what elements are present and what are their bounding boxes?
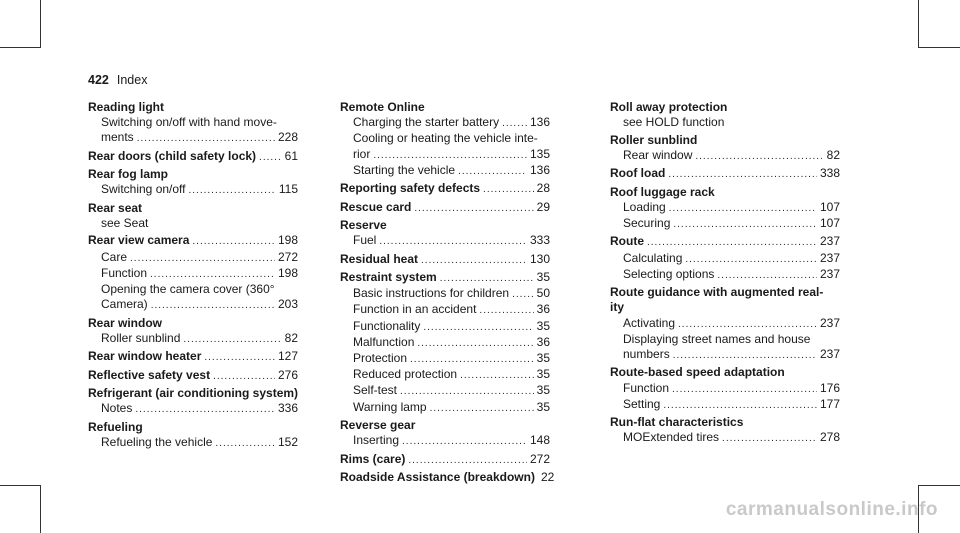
entry-heading[interactable] [340,452,550,468]
subentry-text: Loading [623,199,666,214]
entry-title: Refueling [88,419,143,434]
entry-heading[interactable] [88,167,298,182]
entry-title: Residual heat [340,251,419,266]
page-ref[interactable]: 228 [277,130,298,145]
index-entry [610,415,840,446]
page-ref[interactable]: 203 [277,297,298,312]
index-entry [88,100,298,147]
entry-heading[interactable] [88,420,298,435]
subentry-text: Starting the vehicle [353,162,456,177]
subentry-text: Warning lamp [353,399,427,414]
index-entry [88,233,298,313]
subentry-text: Cooling or heating the vehicle inte- [353,131,538,146]
subentry-text: Activating [623,315,676,330]
index-entry [88,368,298,384]
page-ref[interactable]: 272 [529,451,550,466]
crop-mark [40,485,41,533]
leader-dots [373,148,527,163]
subentry[interactable] [610,115,840,130]
entry-heading[interactable] [340,252,550,268]
leader-dots [647,235,817,250]
page-ref[interactable]: 107 [819,199,840,214]
leader-dots [673,348,817,363]
page-ref[interactable]: 115 [278,182,298,197]
index-entry [88,167,298,198]
page-ref[interactable]: 198 [277,233,298,248]
entry-heading[interactable] [88,368,298,384]
subentry-text: Setting [623,396,661,411]
entry-heading[interactable] [88,386,298,401]
leader-dots [722,431,817,446]
leader-dots [440,271,534,286]
index-entry [88,420,298,451]
leader-dots [192,234,275,249]
subentry-text-cont: rior [353,146,371,161]
subentry[interactable] [610,200,840,216]
entry-heading[interactable] [610,166,840,182]
leader-dots [408,453,527,468]
entry-title: Rear fog lamp [88,167,169,182]
entry-title: Roller sunblind [610,132,698,147]
subentry[interactable] [340,351,550,367]
index-column-1 [88,100,298,453]
crop-mark [918,0,919,48]
index-entry [88,201,298,231]
crop-mark [40,0,41,48]
page-ref[interactable]: 278 [819,430,840,445]
subentry[interactable] [88,435,298,451]
leader-dots [479,303,533,318]
subentry[interactable] [88,266,298,282]
subentry[interactable] [340,115,550,131]
subentry[interactable] [610,381,840,397]
subentry-text: Opening the camera cover (360° [101,281,275,296]
entry-title: Restraint system [340,269,437,284]
index-entry [610,234,840,283]
subentry-text: Displaying street names and house [623,331,811,346]
leader-dots [668,167,817,182]
page-ref[interactable]: 35 [536,350,550,365]
entry-heading[interactable] [340,469,555,486]
crop-mark [918,47,960,48]
leader-dots [150,267,275,282]
subentry-text: Calculating [623,250,683,265]
subentry[interactable] [340,433,550,449]
page-ref[interactable]: 61 [284,148,298,163]
entry-heading[interactable] [610,133,840,148]
page-ref[interactable]: 50 [536,286,550,301]
leader-dots [410,352,534,367]
index-entry [340,270,550,416]
subentry-text: Function [623,380,670,395]
page-ref[interactable]: 148 [529,433,550,448]
entry-heading[interactable] [340,181,550,197]
leader-dots [717,268,817,283]
subentry[interactable] [340,400,550,416]
watermark: carmanualsonline.info [725,499,938,520]
leader-dots [215,436,275,451]
entry-title: Route [610,234,644,249]
leader-dots [423,320,533,335]
entry-title: Roof load [610,166,666,181]
index-entry [610,185,840,233]
entry-title: Roadside Assistance (breakdown) [340,469,535,484]
entry-heading[interactable] [88,316,298,331]
subentry[interactable] [88,216,298,231]
leader-dots [414,201,533,216]
entry-heading[interactable] [88,201,298,216]
leader-dots [135,402,275,417]
leader-dots [259,150,282,165]
page-ref[interactable]: 29 [536,199,550,214]
entry-heading[interactable] [88,233,298,249]
page-ref[interactable]: 276 [277,367,298,382]
leader-dots [400,384,534,399]
subentry[interactable] [610,316,840,332]
entry-heading[interactable] [88,100,298,115]
subentry-text: Reduced protection [353,367,458,382]
entry-title: Rear seat [88,200,143,215]
leader-dots [151,298,275,313]
leader-dots [512,287,534,302]
page-ref[interactable]: 36 [536,334,550,349]
leader-dots [502,116,527,131]
page-ref[interactable]: 35 [536,399,550,414]
subentry-text: Switching on/off with hand move- [101,115,277,130]
page-ref[interactable]: 237 [819,315,840,330]
page-ref[interactable]: 28 [536,181,550,196]
page-ref[interactable]: 152 [277,434,298,449]
leader-dots [695,149,823,164]
section-title: Index [116,73,148,87]
subentry-text: see Seat [101,215,149,230]
leader-dots [483,182,534,197]
page-ref[interactable]: 35 [536,367,550,382]
page-ref[interactable]: 177 [819,396,840,411]
leader-dots [421,253,527,268]
subentry-text: Malfunction [353,334,415,349]
subentry[interactable] [610,216,840,232]
page-ref[interactable]: 35 [536,318,550,333]
subentry-text: Notes [101,401,133,416]
index-entry [340,181,550,197]
subentry[interactable] [88,182,298,198]
leader-dots [458,164,527,179]
subentry-text: Selecting options [623,266,715,281]
entry-heading[interactable] [610,365,840,380]
index-entry [610,133,840,164]
leader-dots [204,350,275,365]
page-ref[interactable]: 333 [529,233,550,248]
entry-title-cont: ity [610,300,625,315]
subentry-text: Securing [623,215,671,230]
subentry[interactable] [88,130,298,146]
subentry[interactable] [610,347,840,363]
subentry-text: MOExtended tires [623,430,720,445]
page-ref[interactable]: 82 [826,147,840,162]
page-ref[interactable]: 127 [277,349,298,364]
page-ref[interactable]: 237 [819,346,840,361]
crop-mark [0,47,41,48]
subentry-text: Functionality [353,318,421,333]
entry-title: Reverse gear [340,417,416,432]
index-entry [610,365,840,413]
index-column-2 [340,100,555,488]
index-entry [340,200,550,216]
leader-dots [402,434,527,449]
page-ref[interactable]: 35 [536,269,550,284]
entry-heading[interactable] [88,149,298,165]
index-entry [340,252,550,268]
page-ref[interactable]: 338 [819,166,840,181]
page-ref[interactable]: 136 [529,115,550,130]
entry-heading[interactable] [340,270,550,286]
crop-mark [918,485,960,486]
page-ref[interactable]: 22 [540,469,555,484]
page-ref[interactable]: 198 [277,265,298,280]
page-ref[interactable]: 82 [284,330,298,345]
index-entry [340,452,550,468]
subentry-text: Function in an accident [353,302,477,317]
index-entry [340,218,550,249]
subentry-text: Charging the starter battery [353,115,500,130]
entry-title: Run-flat characteristics [610,415,744,430]
leader-dots [685,252,817,267]
subentry[interactable] [610,267,840,283]
subentry-text-cont: ments [101,130,134,145]
subentry[interactable] [610,251,840,267]
page-ref[interactable]: 35 [536,383,550,398]
entry-title: Rescue card [340,199,412,214]
subentry[interactable] [610,430,840,446]
subentry-text: Switching on/off [101,182,186,197]
leader-dots [189,183,276,198]
page-ref[interactable]: 36 [536,302,550,317]
entry-heading[interactable] [340,100,550,115]
page-ref[interactable]: 237 [819,234,840,249]
leader-dots [137,131,275,146]
subentry[interactable] [340,302,550,318]
page-ref[interactable]: 136 [529,162,550,177]
entry-heading[interactable] [88,349,298,365]
index-entry [88,316,298,347]
entry-title: Route guidance with augmented real- [610,285,824,300]
subentry-text: Roller sunblind [101,330,181,345]
entry-heading[interactable] [340,200,550,216]
index-entry [610,100,840,130]
subentry-text: Care [101,249,128,264]
page-ref[interactable]: 336 [277,401,298,416]
leader-dots [379,234,527,249]
page-ref[interactable]: 237 [819,266,840,281]
subentry[interactable] [340,319,550,335]
leader-dots [673,217,817,232]
index-entry [340,100,550,179]
subentry[interactable] [340,233,550,249]
subentry-text-cont: numbers [623,346,670,361]
subentry-text-cont: Camera) [101,297,148,312]
leader-dots [417,336,533,351]
page-ref[interactable]: 135 [529,146,550,161]
subentry[interactable] [340,147,550,163]
entry-heading[interactable] [610,100,840,115]
index-entry [340,469,555,486]
entry-heading[interactable] [610,185,840,200]
entry-title: Reflective safety vest [88,367,211,382]
entry-title: Rims (care) [340,451,406,466]
entry-title: Rear window heater [88,349,202,364]
leader-dots [430,401,534,416]
entry-heading[interactable] [610,234,840,250]
entry-title: Rear doors (child safety lock) [88,148,257,163]
subentry[interactable] [340,335,550,351]
page-header [88,73,147,87]
index-entry [340,418,550,449]
subentry[interactable] [610,148,840,164]
subentry[interactable] [340,286,550,302]
leader-dots [213,369,275,384]
leader-dots [460,368,534,383]
leader-dots [678,317,817,332]
entry-title: Reading light [88,100,164,114]
entry-heading[interactable] [610,300,840,315]
leader-dots [672,382,817,397]
entry-title: Remote Online [340,100,425,114]
entry-title: Route-based speed adaptation [610,365,785,380]
subentry[interactable] [88,297,298,313]
index-entry [88,349,298,365]
leader-dots [669,201,817,216]
leader-dots [663,398,817,413]
page-ref[interactable]: 176 [819,380,840,395]
entry-title: Roof luggage rack [610,184,715,199]
entry-title: Rear view camera [88,233,190,248]
subentry[interactable] [340,163,550,179]
subentry[interactable] [610,397,840,413]
entry-heading[interactable] [340,218,550,233]
subentry-text: Basic instructions for children [353,286,510,301]
index-column-3 [610,100,840,449]
subentry[interactable] [88,331,298,347]
subentry-text: Protection [353,350,408,365]
entry-title: Rear window [88,315,163,330]
page-number: 422 [88,73,109,87]
subentry-text: Fuel [353,233,377,248]
subentry[interactable] [88,250,298,266]
entry-heading[interactable] [610,415,840,430]
subentry[interactable] [340,367,550,383]
crop-mark [0,485,41,486]
entry-title: Roll away protection [610,100,728,114]
subentry-text: Inserting [353,433,400,448]
leader-dots [130,251,275,266]
index-entry [88,386,298,417]
subentry-text: see HOLD function [623,115,725,130]
index-entry [610,166,840,182]
subentry-text: Function [101,265,148,280]
index-entry [610,285,840,363]
leader-dots [183,332,281,347]
subentry[interactable] [88,401,298,417]
page-ref[interactable]: 272 [277,249,298,264]
page-ref[interactable]: 107 [819,215,840,230]
entry-title: Reporting safety defects [340,181,481,196]
entry-title: Refrigerant (air conditioning system) [88,385,299,400]
index-entry [88,149,298,165]
entry-heading[interactable] [340,418,550,433]
subentry-text: Refueling the vehicle [101,434,213,449]
entry-title: Reserve [340,217,387,232]
subentry[interactable] [340,383,550,399]
subentry-text: Self-test [353,383,398,398]
page-ref[interactable]: 130 [529,251,550,266]
subentry-text: Rear window [623,147,693,162]
page-ref[interactable]: 237 [819,250,840,265]
